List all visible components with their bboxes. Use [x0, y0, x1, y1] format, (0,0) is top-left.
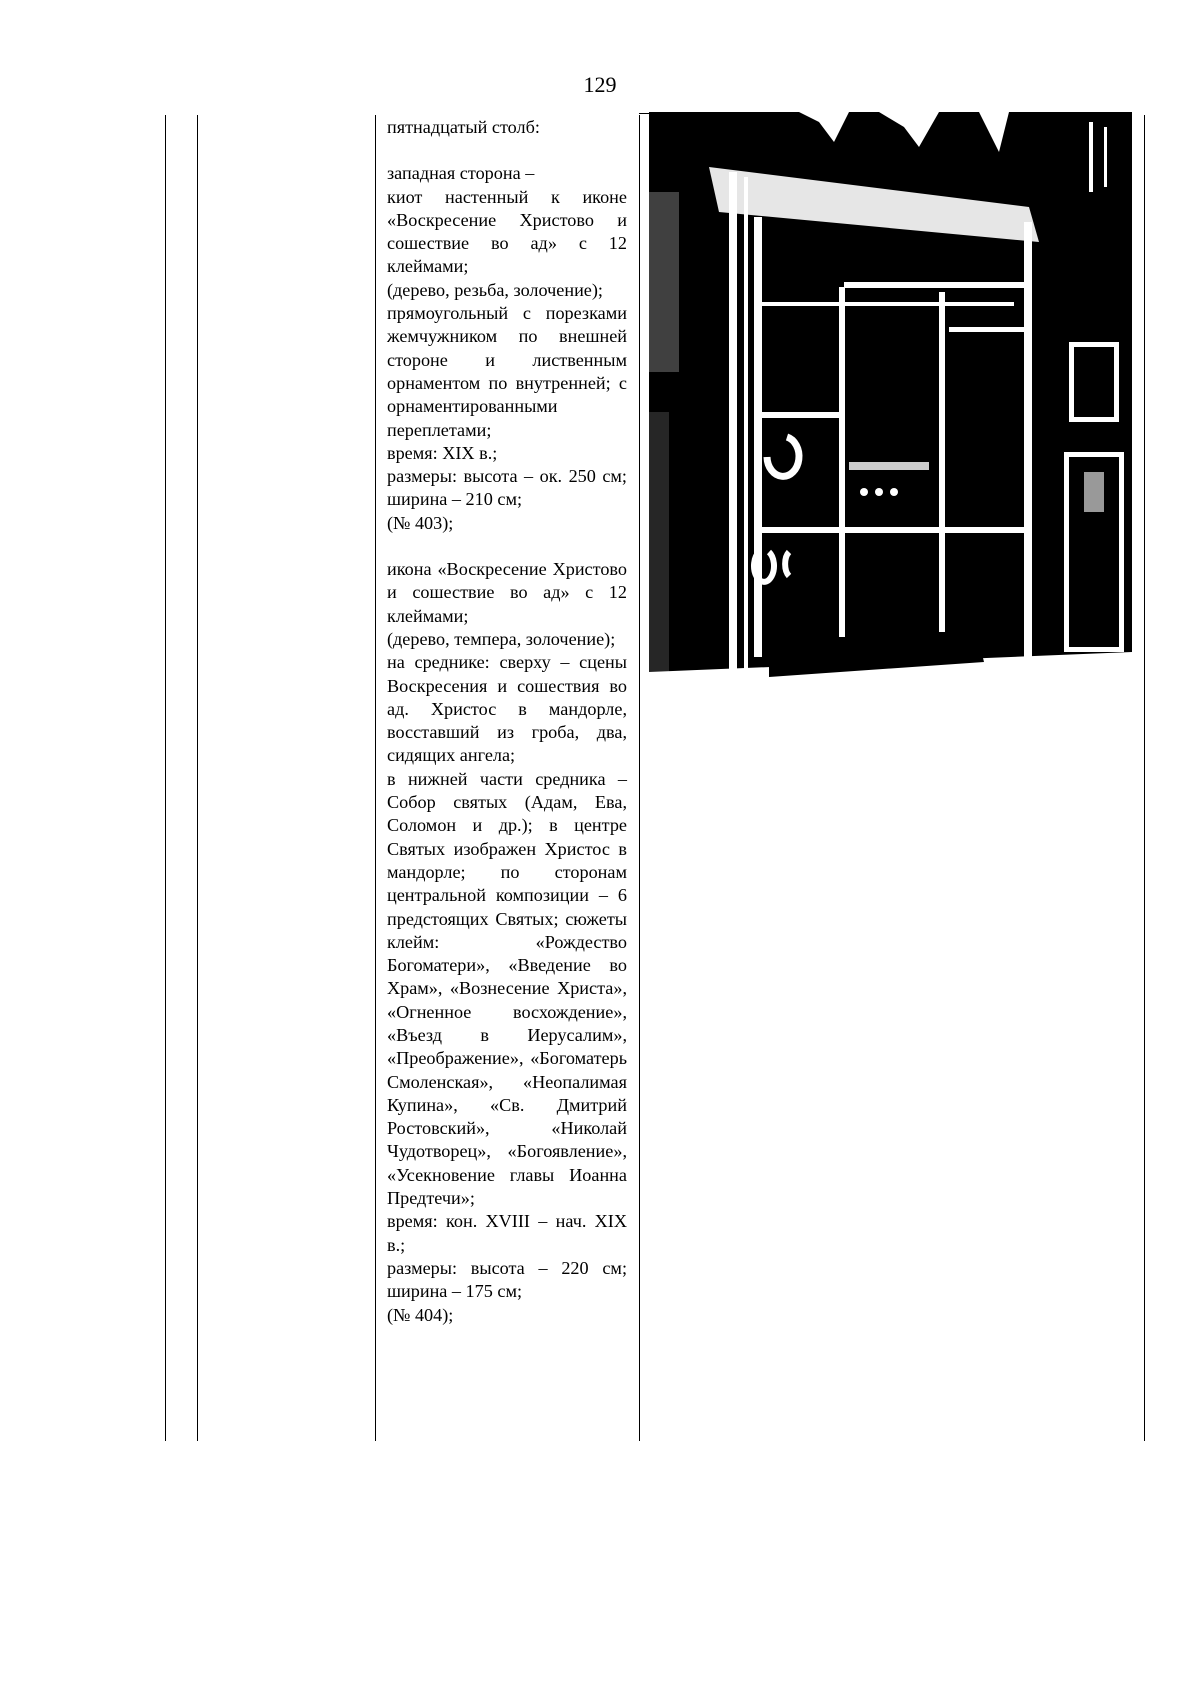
description-line: в нижней части средника – Собор святых (Адам, Ева, Соломон и др.); в центре Святых изображен Христос в мандорле; по сторонам центральной композиции – 6 предстоящих Святых; сюжеты клейм: «Рождество Богоматери», «Введение во Храм», «Вознесение Христа», «Огненное восхождение», «Въезд в Иерусалим», «Преображение», «Богоматерь Смоленская», «Неопалимая Купина», «Св. Дмитрий Ростовский», «Николай Чудотворец», «Богоявление», «Усекновение главы Иоанна Предтечи»; [387, 768, 627, 1209]
description-line: западная сторона – [387, 163, 535, 184]
description-line: прямоугольный с порезками жемчужником по внешней стороне и лиственным орнаментом по внутренней; с орнаментированными переплетами; [387, 303, 627, 440]
description-line: киот настенный к иконе «Воскресение Христово и сошествие во ад» с 12 клеймами; [387, 186, 627, 277]
description-line: (№ 403); [387, 512, 454, 533]
kiot-photo [649, 112, 1132, 710]
table-rule-4 [639, 115, 640, 1441]
description-column [387, 116, 627, 1327]
description-line: икона «Воскресение Христово и сошествие во ад» с 12 клеймами; [387, 559, 627, 626]
table-rule-2 [197, 115, 198, 1441]
table-rule-5 [1144, 115, 1145, 1441]
table-rule-1 [165, 115, 166, 1441]
page-number: 129 [583, 72, 617, 97]
table-rule-3 [375, 115, 376, 1441]
description-line: время: кон. XVIII – нач. XIX в.; [387, 1211, 627, 1255]
description-line: время: XIX в.; [387, 442, 498, 463]
section-heading: пятнадцатый столб: [387, 117, 540, 137]
description-line: (№ 404); [387, 1304, 454, 1325]
description-line: (дерево, резьба, золочение); [387, 279, 603, 300]
description-line: на среднике: сверху – сцены Воскресения и сошествия во ад. Христос в мандорле, восставший из гроба, два, сидящих ангела; [387, 652, 627, 766]
description-line: размеры: высота – 220 см; ширина – 175 см; [387, 1257, 627, 1302]
description-line: (дерево, темпера, золочение); [387, 628, 616, 649]
kiot-photo-graphic [649, 112, 1132, 710]
description-line: размеры: высота – ок. 250 см; ширина – 210 см; [387, 466, 627, 510]
